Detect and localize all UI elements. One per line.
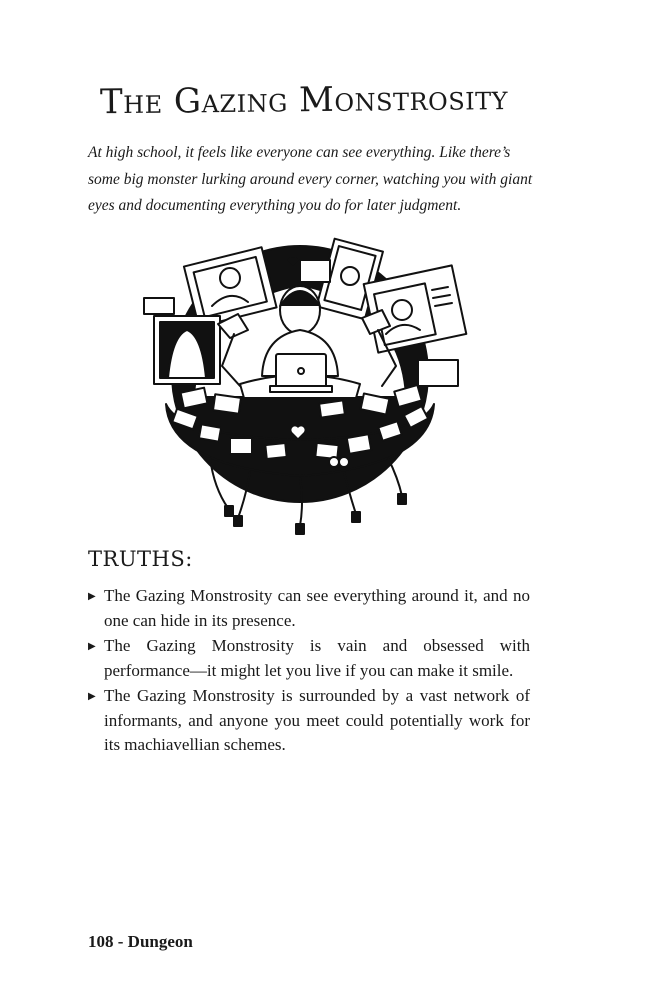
intro-text: At high school, it feels like everyone can see everything. Like there’s some big monster lurking around every corner, watching you with giant eyes and documenting everything you do for later judgment. xyxy=(88,144,533,214)
truths-list xyxy=(88,584,530,759)
gazing-monstrosity-illustration xyxy=(130,226,470,536)
list-item xyxy=(88,584,530,633)
triangle-bullet-icon: ▶ xyxy=(88,691,96,702)
truth-text: The Gazing Monstrosity is surrounded by a vast network of informants, and anyone you meet could potentially work for its machiavellian schemes. xyxy=(104,686,530,754)
list-item xyxy=(88,684,530,758)
truth-text: The Gazing Monstrosity can see everything around it, and no one can hide in its presence. xyxy=(104,586,530,630)
triangle-bullet-icon: ▶ xyxy=(88,641,96,652)
page-footer: 108 - Dungeon xyxy=(88,932,193,951)
page-title: The Gazing Monstrosity xyxy=(99,78,509,123)
truth-text: The Gazing Monstrosity is vain and obsessed with performance—it might let you live if you can make it smile. xyxy=(104,636,530,680)
list-item xyxy=(88,634,530,683)
truths-heading: TRUTHS: xyxy=(88,547,193,571)
triangle-bullet-icon: ▶ xyxy=(88,591,96,602)
